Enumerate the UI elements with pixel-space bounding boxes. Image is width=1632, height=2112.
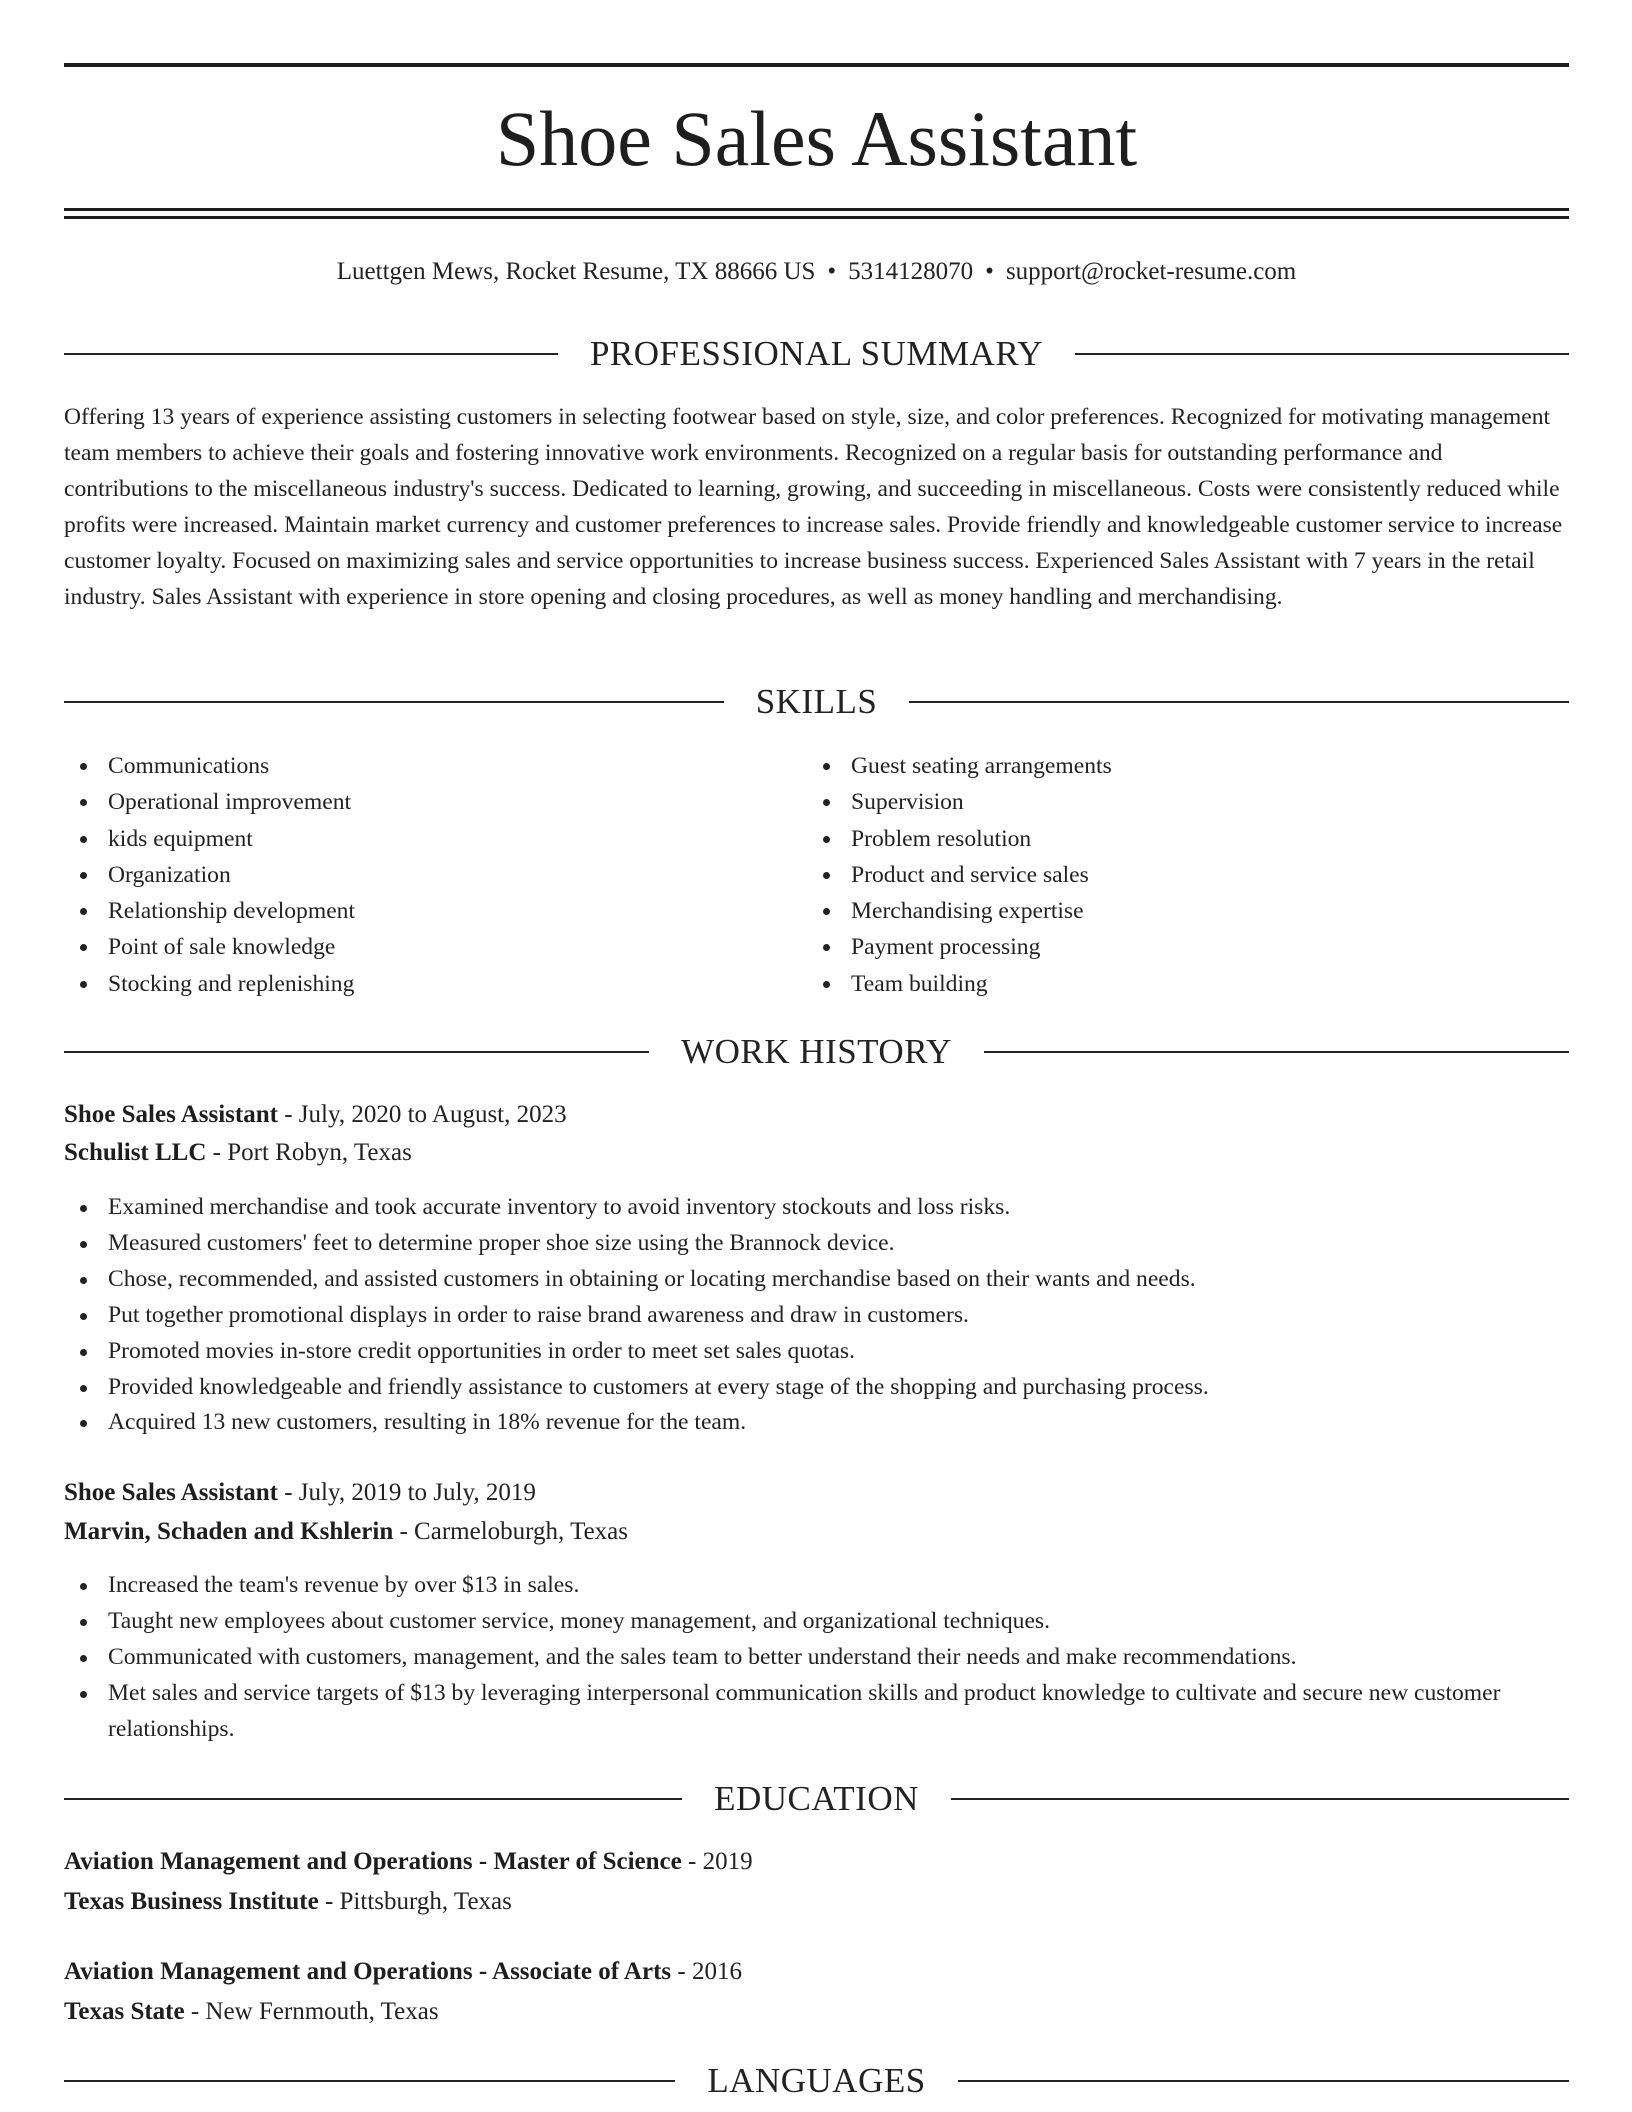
job-company-line [64, 1134, 412, 1172]
section-title: EDUCATION [714, 1779, 919, 1818]
skill-item: Payment processing [807, 929, 1507, 965]
job-bullet: Communicated with customers, management, and the sales team to better understand their needs and make recommendations. [64, 1640, 1569, 1676]
contact-email: support@rocket-resume.com [1005, 258, 1297, 285]
resume-title: Shoe Sales Assistant [495, 95, 1138, 182]
divider [64, 1798, 682, 1800]
job-bullet: Examined merchandise and took accurate inventory to avoid inventory stockouts and loss risks. [64, 1190, 1569, 1226]
job-title-line [64, 1096, 567, 1134]
section-heading-work [64, 1030, 1569, 1074]
skill-item: Organization [64, 857, 764, 893]
job-company-line [64, 1513, 628, 1551]
education-school: Texas State [64, 1998, 185, 2025]
job-company: Schulist LLC [64, 1139, 207, 1166]
education-school-line [64, 1993, 439, 2031]
divider [951, 1798, 1569, 1800]
job-bullets [64, 1568, 1569, 1748]
skill-item: Supervision [807, 784, 1507, 820]
skill-item: Merchandising expertise [807, 893, 1507, 929]
divider [909, 701, 1569, 703]
contact-separator: • [985, 258, 994, 285]
job-company: Marvin, Schaden and Kshlerin [64, 1518, 394, 1545]
divider [64, 701, 724, 703]
job-bullet: Promoted movies in-store credit opportunities in order to meet set sales quotas. [64, 1334, 1569, 1370]
skills-list-left [64, 748, 764, 1002]
job-bullet: Taught new employees about customer service, money management, and organizational techniques. [64, 1604, 1569, 1640]
job-dates: - July, 2019 to July, 2019 [277, 1479, 536, 1506]
divider [1075, 353, 1569, 355]
divider [64, 2080, 675, 2082]
divider [64, 353, 558, 355]
job-bullet: Provided knowledgeable and friendly assistance to customers at every stage of the shopping and purchasing process. [64, 1370, 1569, 1406]
job-dates: - July, 2020 to August, 2023 [277, 1101, 567, 1128]
job-bullet: Chose, recommended, and assisted customers in obtaining or locating merchandise based on their wants and needs. [64, 1262, 1569, 1298]
skill-item: Team building [807, 966, 1507, 1002]
education-degree: Aviation Management and Operations - Associate of Arts [64, 1958, 672, 1985]
skill-item: Stocking and replenishing [64, 966, 764, 1002]
education-location: - Pittsburgh, Texas [318, 1888, 512, 1915]
contact-address: Luettgen Mews, Rocket Resume, TX 88666 US [336, 258, 816, 285]
section-title: WORK HISTORY [681, 1032, 952, 1071]
section-heading-languages [64, 2059, 1569, 2103]
job-location: - Carmeloburgh, Texas [393, 1518, 629, 1545]
education-year: - 2016 [671, 1958, 742, 1985]
skill-item: Communications [64, 748, 764, 784]
job-bullet: Put together promotional displays in order to raise brand awareness and draw in customers. [64, 1298, 1569, 1334]
education-degree-line [64, 1953, 742, 1991]
job-title: Shoe Sales Assistant [64, 1479, 278, 1506]
contact-phone: 5314128070 [848, 258, 974, 285]
job-bullets [64, 1190, 1569, 1441]
job-bullet: Increased the team's revenue by over $13 in sales. [64, 1568, 1569, 1604]
skill-item: Guest seating arrangements [807, 748, 1507, 784]
education-year: - 2019 [681, 1848, 753, 1875]
education-degree: Aviation Management and Operations - Master of Science [64, 1848, 682, 1875]
job-bullet: Acquired 13 new customers, resulting in 18% revenue for the team. [64, 1405, 1569, 1441]
education-school-line [64, 1883, 512, 1921]
divider [958, 2080, 1569, 2082]
contact-separator: • [827, 258, 837, 285]
section-heading-education [64, 1777, 1569, 1821]
section-title: SKILLS [755, 682, 878, 721]
education-degree-line [64, 1843, 753, 1881]
skill-item: Operational improvement [64, 784, 764, 820]
job-bullet: Measured customers' feet to determine proper shoe size using the Brannock device. [64, 1226, 1569, 1262]
divider [64, 1051, 649, 1053]
skill-item: Point of sale knowledge [64, 929, 764, 965]
skills-list-right [807, 748, 1507, 1002]
job-title: Shoe Sales Assistant [64, 1101, 278, 1128]
job-location: - Port Robyn, Texas [206, 1139, 412, 1166]
section-title: LANGUAGES [707, 2061, 926, 2100]
divider [984, 1051, 1569, 1053]
education-school: Texas Business Institute [64, 1888, 319, 1915]
job-bullet: Met sales and service targets of $13 by leveraging interpersonal communication skills and product knowledge to cultivate and secure new customer relationships. [64, 1676, 1569, 1748]
skill-item: kids equipment [64, 821, 764, 857]
skill-item: Product and service sales [807, 857, 1507, 893]
section-heading-summary [64, 332, 1569, 376]
skill-item: Problem resolution [807, 821, 1507, 857]
job-title-line [64, 1474, 536, 1512]
title-rule-lower [64, 216, 1569, 219]
top-rule [64, 63, 1569, 67]
title-rule-upper [64, 208, 1569, 211]
contact-line [64, 255, 1569, 289]
section-heading-skills [64, 680, 1569, 724]
skill-item: Relationship development [64, 893, 764, 929]
education-location: - New Fernmouth, Texas [184, 1998, 439, 2025]
summary-paragraph: Offering 13 years of experience assisting customers in selecting footwear based on style, size, and color preferences. Recognized for motivating management team members to achieve their goals and fostering innovative work environments. Recognized on a regular basis for outstanding performance and contributions to the miscellaneous industry's success. Dedicated to learning, growing, and succeeding in miscellaneous. Costs were consistently reduced while profits were increased. Maintain market currency and customer preferences to increase sales. Provide friendly and knowledgeable customer service to increase customer loyalty. Focused on maximizing sales and service opportunities to increase business success. Experienced Sales Assistant with 7 years in the retail industry. Sales Assistant with experience in store opening and closing procedures, as well as money handling and merchandising. [64, 404, 1563, 610]
section-title: PROFESSIONAL SUMMARY [589, 334, 1044, 373]
